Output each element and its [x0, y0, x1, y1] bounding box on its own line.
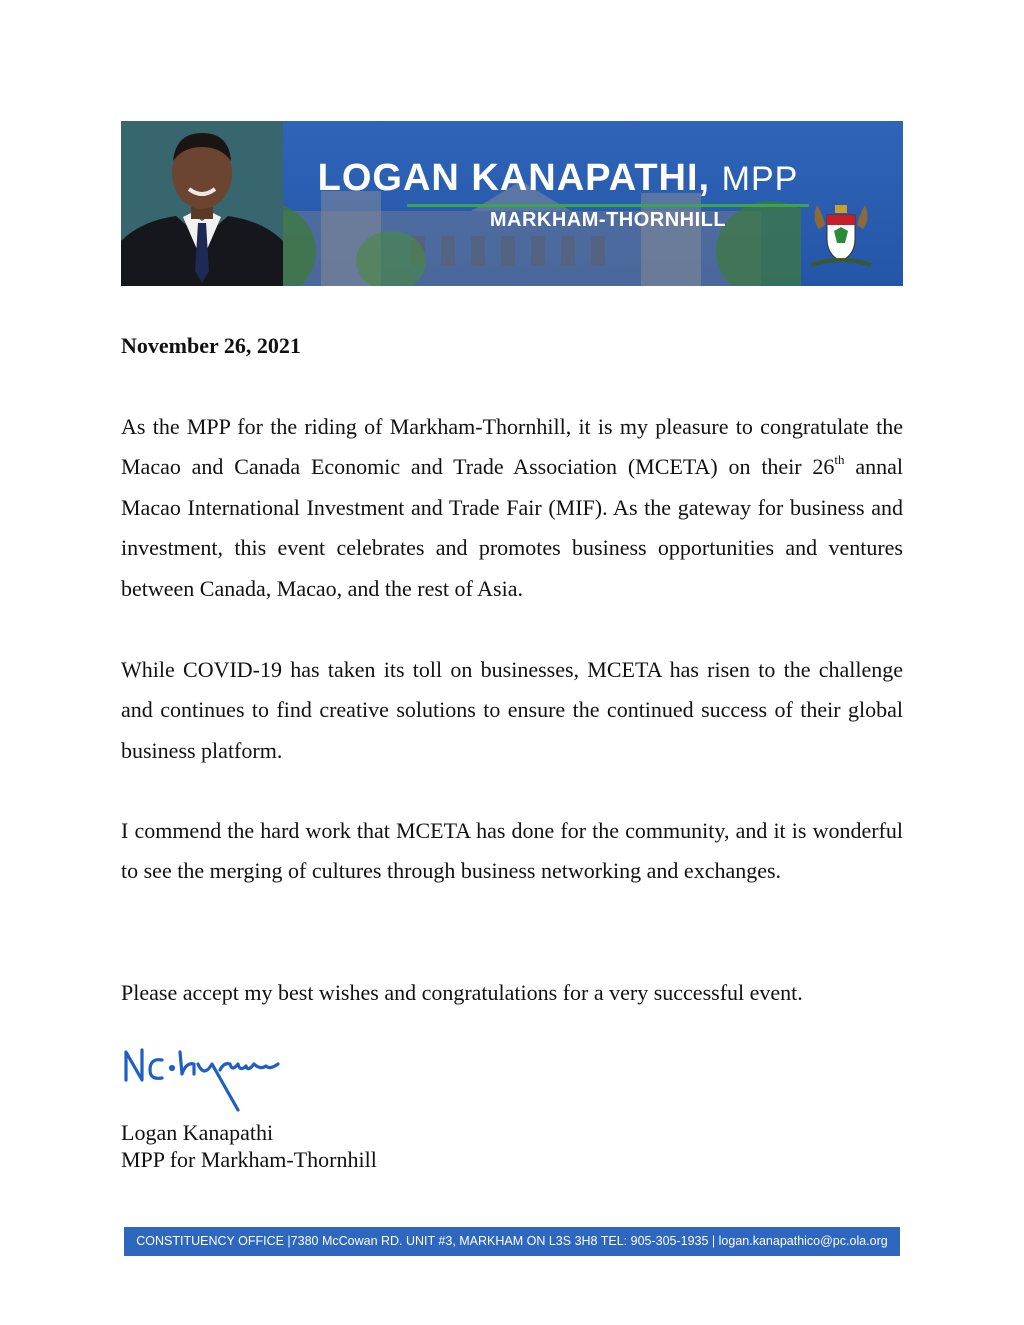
banner-name: [263, 157, 853, 200]
paragraph-2: While COVID-19 has taken its toll on businesses, MCETA has risen to the challenge and continues to find creative solutions to ensure the continued success of their global business platform.: [121, 657, 903, 763]
letter-date: November 26, 2021: [121, 333, 301, 358]
header-banner: [121, 121, 903, 286]
paragraph-1-text: As the MPP for the riding of Markham-Thornhill, it is my pleasure to congratulate the Macao and Canada Economic and Trade Association (MCETA) on their 26: [121, 414, 903, 480]
paragraph-4: Please accept my best wishes and congratulations for a very successful event.: [121, 980, 803, 1005]
mpp-portrait: [121, 121, 283, 286]
paragraph-1: [121, 407, 903, 609]
banner-name-text: LOGAN KANAPATHI,: [317, 157, 711, 199]
paragraph-3: I commend the hard work that MCETA has done for the community, and it is wonderful to see the merging of cultures through business networking and exchanges.: [121, 818, 903, 884]
signer-title: MPP for Markham-Thornhill: [121, 1147, 377, 1172]
ontario-coat-of-arms-icon: [805, 199, 877, 269]
ordinal-suffix: th: [834, 452, 845, 468]
handwritten-signature: [120, 1040, 290, 1120]
banner-title: MPP: [721, 160, 799, 198]
banner-riding: MARKHAM-THORNHILL: [489, 209, 727, 231]
paragraph-1-text-cont: annal Macao International Investment and Trade Fair (MIF). As the gateway for business and investment, this event celebrates and promotes business opportunities and ventures between Canada, Macao, and the rest of Asia.: [121, 454, 903, 601]
signature-block: [121, 1119, 377, 1173]
banner-rule: [407, 204, 809, 207]
footer-contact-bar: CONSTITUENCY OFFICE |7380 McCowan RD. UNIT #3, MARKHAM ON L3S 3H8 TEL: 905-305-1935 | logan.kanapathico@pc.ola.org: [124, 1227, 900, 1256]
signer-name: Logan Kanapathi: [121, 1120, 274, 1145]
